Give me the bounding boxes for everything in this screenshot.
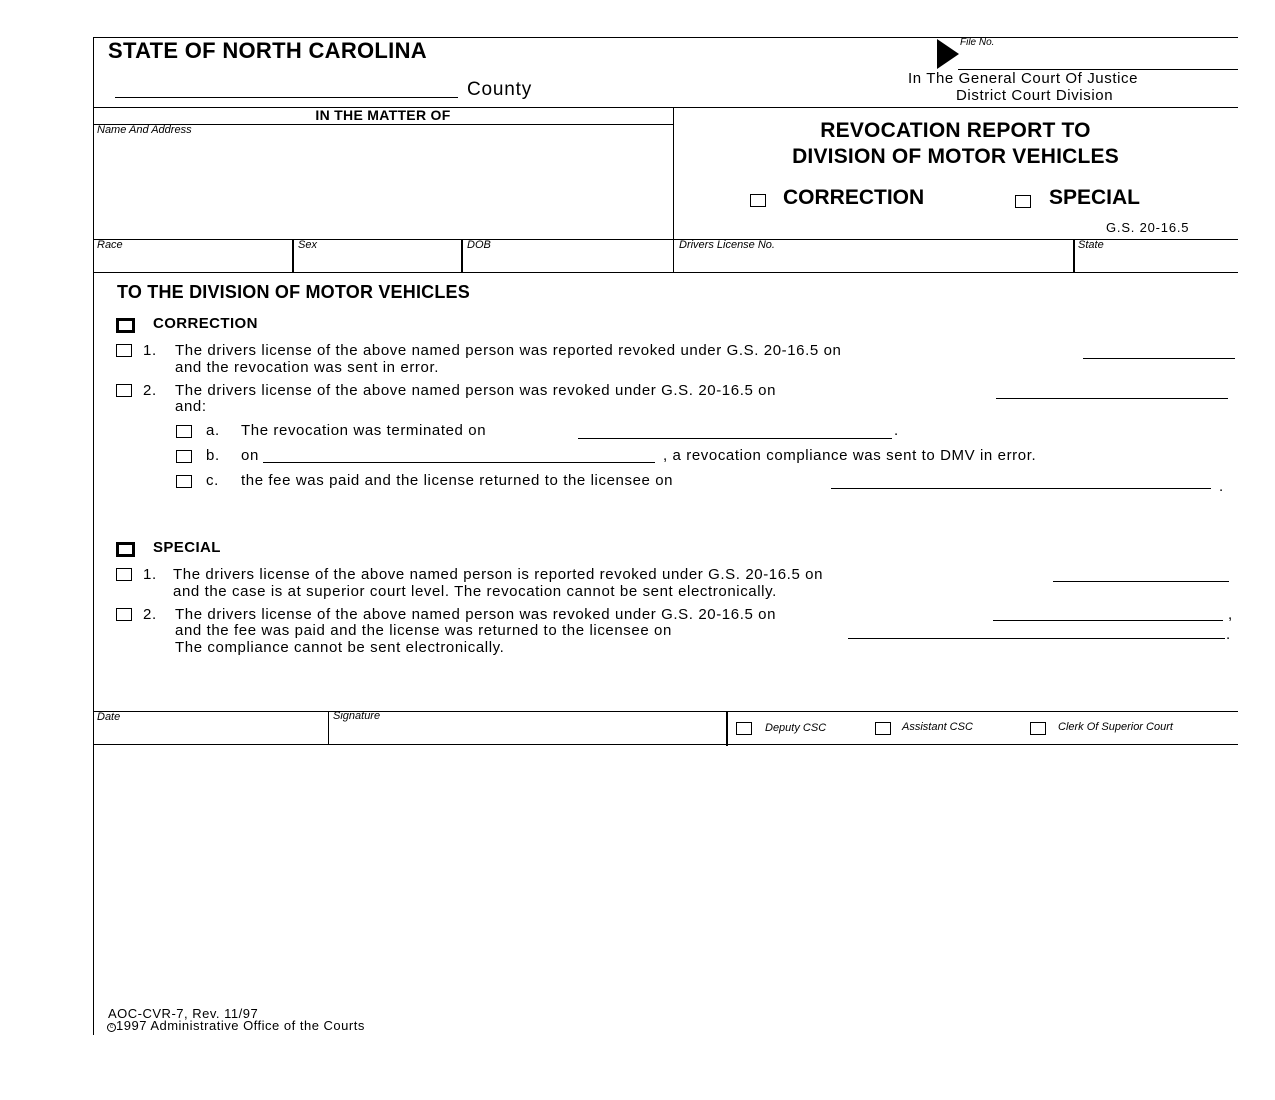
special-item2-return-date-field[interactable] (848, 638, 1225, 639)
special-item2-comma: , (1228, 606, 1233, 623)
special-item2-number: 2. (143, 606, 157, 623)
correction-b-text-pre: on (241, 447, 259, 464)
correction-item1-line1: The drivers license of the above named person was reported revoked under G.S. 20-16.5 on (175, 342, 842, 359)
correction-section-checkbox[interactable] (116, 318, 135, 333)
correction-item2-line1: The drivers license of the above named person was revoked under G.S. 20-16.5 on (175, 382, 777, 399)
correction-item2-line2: and: (175, 398, 207, 415)
dob-label: DOB (467, 239, 491, 251)
special-heading: SPECIAL (153, 539, 221, 556)
special-item2-checkbox[interactable] (116, 608, 132, 621)
left-border (93, 37, 94, 745)
state-field[interactable] (1077, 253, 1237, 271)
sex-dob-divider (461, 239, 463, 272)
county-label: County (467, 79, 533, 100)
assistant-csc-label: Assistant CSC (902, 721, 973, 733)
title-correction-checkbox[interactable] (750, 194, 766, 207)
correction-item2-number: 2. (143, 382, 157, 399)
title-special-label: SPECIAL (1049, 186, 1141, 209)
correction-c-letter: c. (206, 472, 219, 489)
special-item2-line2: and the fee was paid and the license was returned to the licensee on (175, 622, 672, 639)
correction-b-date-field[interactable] (263, 462, 655, 463)
special-item1-line2: and the case is at superior court level. The revocation cannot be sent electronically. (173, 583, 777, 600)
state-title: STATE OF NORTH CAROLINA (108, 38, 427, 63)
correction-b-letter: b. (206, 447, 220, 464)
special-item2-date-field[interactable] (993, 620, 1223, 621)
dob-field[interactable] (465, 253, 671, 271)
signature-title-divider (726, 711, 728, 746)
clerk-superior-court-checkbox[interactable] (1030, 722, 1046, 735)
correction-c-text: the fee was paid and the license returned to the licensee on (241, 472, 674, 489)
correction-a-text: The revocation was terminated on (241, 422, 487, 439)
in-the-matter-of: IN THE MATTER OF (315, 107, 451, 123)
sex-field[interactable] (296, 253, 459, 271)
correction-a-date-field[interactable] (578, 438, 892, 439)
date-field[interactable] (95, 724, 326, 743)
signature-top-line (93, 711, 1238, 712)
correction-a-letter: a. (206, 422, 220, 439)
to-dmv-heading: TO THE DIVISION OF MOTOR VEHICLES (117, 282, 470, 302)
signature-bottom-line (93, 744, 1238, 745)
date-signature-divider (328, 711, 329, 745)
copyright-text: 1997 Administrative Office of the Courts (116, 1018, 365, 1033)
race-field[interactable] (95, 253, 290, 271)
correction-item2-date-field[interactable] (996, 398, 1228, 399)
special-item1-number: 1. (143, 566, 157, 583)
date-label: Date (97, 711, 121, 723)
title-special-checkbox[interactable] (1015, 195, 1031, 208)
correction-item1-number: 1. (143, 342, 157, 359)
special-section-checkbox[interactable] (116, 542, 135, 557)
deputy-csc-checkbox[interactable] (736, 722, 752, 735)
special-item2-period: . (1226, 626, 1231, 643)
special-item2-line1: The drivers license of the above named person was revoked under G.S. 20-16.5 on (175, 606, 777, 623)
name-address-field[interactable] (97, 140, 667, 235)
correction-c-checkbox[interactable] (176, 475, 192, 488)
drivers-license-field[interactable] (677, 253, 1071, 271)
clerk-superior-court-label: Clerk Of Superior Court (1058, 721, 1173, 733)
correction-c-period: . (1219, 478, 1224, 495)
special-item1-checkbox[interactable] (116, 568, 132, 581)
special-item1-line1: The drivers license of the above named person is reported revoked under G.S. 20-16.5 on (173, 566, 824, 583)
assistant-csc-checkbox[interactable] (875, 722, 891, 735)
name-address-label: Name And Address (97, 124, 192, 136)
file-no-label: File No. (960, 37, 995, 48)
special-item1-date-field[interactable] (1053, 581, 1229, 582)
special-item2-line3: The compliance cannot be sent electronically. (175, 639, 505, 656)
form-title-line2: DIVISION OF MOTOR VEHICLES (792, 145, 1119, 168)
left-border-lower (93, 745, 94, 1035)
correction-item1-line2: and the revocation was sent in error. (175, 359, 440, 376)
deputy-csc-label: Deputy CSC (765, 722, 827, 734)
correction-item1-date-field[interactable] (1083, 358, 1235, 359)
demographics-bottom-line (93, 272, 1238, 273)
license-state-divider (1073, 239, 1075, 272)
signature-label: Signature (333, 710, 381, 722)
race-sex-divider (292, 239, 294, 272)
file-no-arrow-icon (937, 39, 959, 69)
correction-a-checkbox[interactable] (176, 425, 192, 438)
race-label: Race (97, 239, 123, 251)
court-line2: District Court Division (956, 87, 1114, 104)
copyright-icon: c (107, 1023, 116, 1032)
drivers-license-label: Drivers License No. (679, 239, 775, 251)
sex-label: Sex (298, 239, 317, 251)
demographics-top-line (93, 239, 1238, 240)
statute-reference: G.S. 20-16.5 (1106, 220, 1190, 235)
correction-heading: CORRECTION (153, 315, 258, 332)
correction-item1-checkbox[interactable] (116, 344, 132, 357)
form-title-line1: REVOCATION REPORT TO (820, 119, 1091, 142)
county-field[interactable] (115, 97, 458, 98)
form-number: AOC-CVR-7, Rev. 11/97 (108, 1006, 259, 1021)
signature-field[interactable] (331, 724, 724, 743)
correction-c-date-field[interactable] (831, 488, 1211, 489)
correction-b-checkbox[interactable] (176, 450, 192, 463)
state-label: State (1078, 239, 1104, 251)
court-line1: In The General Court Of Justice (908, 70, 1139, 87)
title-correction-label: CORRECTION (783, 186, 925, 209)
correction-item2-checkbox[interactable] (116, 384, 132, 397)
correction-b-text-post: , a revocation compliance was sent to DMV in error. (663, 447, 1037, 464)
correction-a-period: . (894, 422, 899, 439)
